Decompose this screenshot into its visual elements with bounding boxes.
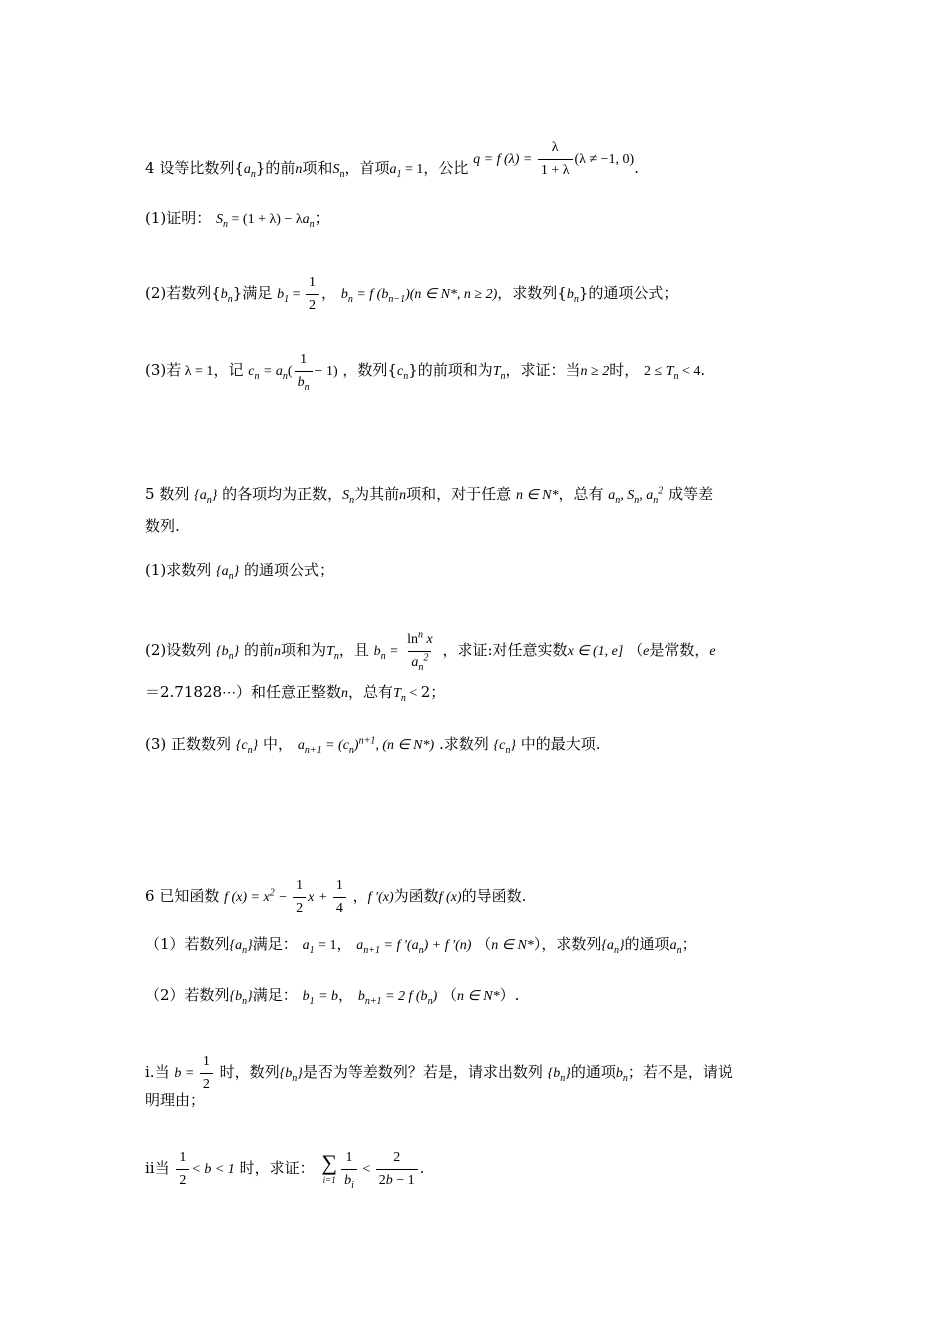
problem-number: 4 [145, 159, 155, 178]
problem-6-part-1: （1）若数列$\{a_n\}$满足： $a_1 = 1$， $a_{n+1} = f$ $'(a_n) + f$ ′(n) （n ∈ N*），求数列$\{a_n\}$的通项$a_n$； [145, 935, 697, 956]
problem-4-intro: 4 设等比数列$\{a_n\}$的前n项和$S_n$，首项$a_1 = 1$，公比 q = f (λ) = $\frac{\lambda}{1 + \lambda}$ (λ ≠ −1, 0). [145, 140, 639, 180]
fraction: $\frac{1}{2}$ [293, 876, 306, 918]
problem-5-part-2: (2)设数列 $\{b_n\}$ 的前n项和为$T_n$，且 $b_n$ = $\frac{\ln^n x}{a_n^2}$ ，求证:对任意实数x ∈ (1, e] （e是常数，e [145, 629, 716, 673]
fraction: $\frac{2}{2b - 1}$ [376, 1148, 418, 1190]
fraction: $\frac{1}{2}$ [200, 1052, 213, 1094]
problem-5-part-3: (3) 正数数列 $\{c_n\}$ 中， $a_{n+1} = (c_n)^{n+1}$, (n ∈ N*) .求数列 $\{c_n\}$ 中的最大项. [145, 735, 601, 756]
fraction: $\frac{\lambda}{1 + \lambda}$ [538, 138, 573, 180]
problem-4-part-1: (1)证明： $S_n = (1 + \lambda) - \lambda a_n$； [145, 209, 330, 230]
fraction: $\frac{1}{b_n}$ [295, 350, 313, 392]
fraction: $\frac{1}{2}$ [306, 273, 319, 315]
problem-4-part-3: (3)若 λ = 1，记 $c_n = a_n$( $\frac{1}{b_n}$ − 1) ，数列$\{c_n\}$的前项和为$T_n$，求证：当n ≥ 2时， $2 \le T_n < 4$. [145, 352, 706, 393]
problem-5-intro-cont: 数列. [145, 517, 180, 535]
problem-6-part-2-ii: ii当 $\frac{1}{2}$ < b < 1 时，求证： ∑ i=1 $\frac{1}{b_i}$ < $\frac{2}{2b - 1}$ . [145, 1149, 425, 1191]
problem-6-part-2: （2）若数列$\{b_n\}$满足： $b_1 = b$， $b_{n+1} = 2$ f $(b_n)$ （n ∈ N*）. [145, 986, 520, 1007]
problem-number: 5 [145, 485, 155, 503]
problem-6-part-2-i-cont: 明理由； [145, 1091, 206, 1109]
fraction: $\frac{\ln^n x}{a_n^2}$ [407, 629, 433, 673]
summation-symbol: ∑ i=1 [321, 1149, 338, 1185]
problem-number: 6 [145, 887, 155, 906]
fraction: $\frac{1}{2}$ [176, 1148, 189, 1190]
problem-4-part-2: (2)若数列$\{b_n\}$满足 $b_1$ = $\frac{1}{2}$ ， $b_n = f$ $(b_{n-1})(n$ ∈ N*, n ≥ 2)，求数列$\{b_n\}$的通项公式； [145, 273, 678, 315]
problem-5-part-2-cont: ＝2.71828⋯）和任意正整数n，总有$T_n < 2$； [145, 683, 446, 704]
problem-6-part-2-i: i.当 b = $\frac{1}{2}$ 时，数列$\{b_n\}$是否为等差数列？若是，请求出数列 $\{b_n\}$的通项$b_n$；若不是，请说 [145, 1052, 733, 1094]
fraction: $\frac{1}{b_i}$ [341, 1148, 357, 1190]
fraction: $\frac{1}{4}$ [333, 876, 346, 918]
problem-6-intro: 6 已知函数 f $(x) = x^2$ − $\frac{1}{2}$ x + $\frac{1}{4}$ ，f ′(x)为函数f (x)的导函数. [145, 876, 526, 918]
problem-5-part-1: (1)求数列 $\{a_n\}$ 的通项公式； [145, 561, 335, 582]
problem-5-intro: 5 数列 $\{a_n\}$ 的各项均为正数，$S_n$为其前n项和，对于任意 n ∈ N*，总有 $a_n$, $S_n$, $a_n^2$ 成等差 [145, 485, 714, 506]
